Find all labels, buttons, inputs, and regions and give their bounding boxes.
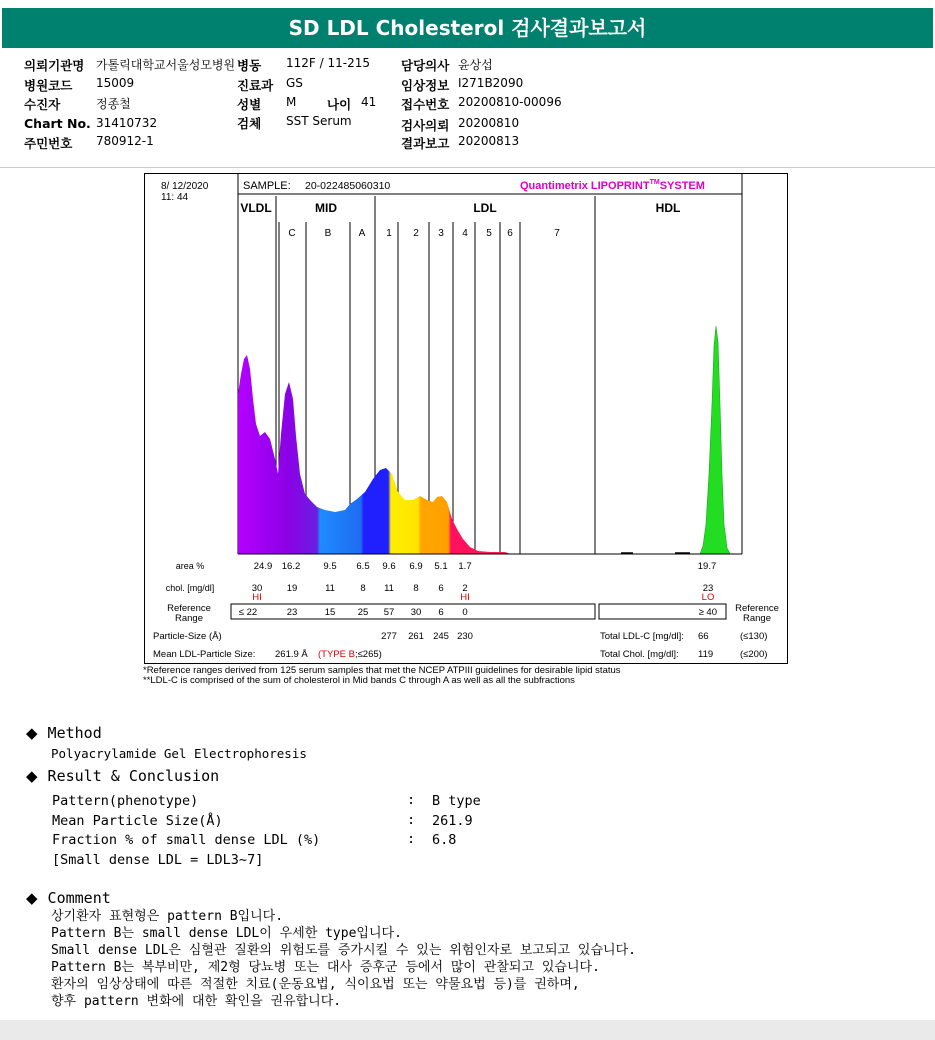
ref-hdl: ≥ 40	[698, 607, 717, 618]
receipt-label: 접수번호	[401, 97, 450, 112]
ref-label-1: Reference	[167, 603, 211, 614]
result-value-pattern: B type	[432, 793, 481, 809]
total-chol-label: Total Chol. [mg/dl]:	[600, 649, 679, 660]
ref-ldl4-7: 0	[462, 607, 468, 618]
report-time: 11: 44	[161, 192, 189, 203]
band-ldl2: 2	[413, 228, 419, 239]
method-heading: ◆ Method	[26, 724, 102, 742]
flag-ldl-hi: HI	[460, 592, 470, 603]
id-label: 주민번호	[24, 136, 73, 151]
diamond-bullet-icon: ◆	[26, 889, 38, 907]
diamond-bullet-icon: ◆	[26, 724, 38, 742]
area-ldl1: 9.6	[382, 561, 396, 572]
flag-vldl-hi: HI	[252, 592, 262, 603]
band-ldl1: 1	[386, 228, 392, 239]
chart-value: 31410732	[96, 116, 158, 130]
ref-ldl1: 57	[383, 607, 395, 618]
note-line-1: *Reference ranges derived from 125 serum samples that met the NCEP ATPIII guidelines for desirable lipid status	[143, 665, 621, 676]
particle-label: Particle-Size (Å)	[153, 631, 222, 642]
band-ldl6: 6	[507, 228, 513, 239]
comment-line-5: 환자의 임상상태에 따른 적절한 치료(운동요법, 식이요법 또는 약물요법 등)를 권하며,	[51, 977, 580, 992]
dept-value: GS	[286, 76, 303, 90]
note-line-2: **LDL-C is comprised of the sum of cholesterol in Mid bands C through A as well as all the subfractions	[143, 675, 575, 686]
total-chol-ref: (≤200)	[740, 649, 768, 660]
dept-label: 진료과	[237, 78, 274, 93]
total-ldlc-label: Total LDL-C [mg/dl]:	[600, 631, 684, 642]
ref-ldl3: 6	[438, 607, 444, 618]
result-heading: ◆ Result & Conclusion	[26, 767, 220, 785]
area-ldl2: 6.9	[409, 561, 423, 572]
area-a: 6.5	[356, 561, 370, 572]
sex-value: M	[286, 95, 297, 109]
result-sep-fraction: :	[407, 831, 416, 847]
total-ldlc-value: 66	[698, 631, 709, 642]
area-b: 9.5	[323, 561, 337, 572]
band-b: B	[324, 228, 332, 239]
page-footer-bar	[0, 1020, 935, 1040]
band-a: A	[358, 228, 366, 239]
ref-label-right-2: Range	[743, 613, 771, 624]
method-text: Polyacrylamide Gel Electrophoresis	[51, 746, 307, 761]
sample-id: 20-022485060310	[305, 180, 391, 192]
lipoprint-graphic	[145, 174, 789, 665]
mean-size-value: 261.9 Å	[275, 649, 308, 660]
ward-value: 112F / 11-215	[286, 56, 370, 70]
patient-value: 정종철	[96, 97, 131, 111]
area-hdl: 19.7	[697, 561, 717, 572]
result-label-pattern: Pattern(phenotype)	[52, 793, 199, 809]
particle-ldl4: 230	[457, 631, 473, 642]
age-label: 나이	[327, 97, 352, 112]
result-label-size: Mean Particle Size(Å)	[52, 813, 223, 829]
patient-label: 수진자	[24, 97, 61, 112]
chol-hdl: 23	[702, 583, 714, 594]
particle-ldl1: 277	[381, 631, 397, 642]
chol-ldl3: 6	[438, 583, 444, 594]
ref-label-2: Range	[175, 613, 203, 624]
specimen-value: SST Serum	[286, 114, 352, 128]
hdl-peak	[700, 326, 730, 554]
ref-c: 23	[286, 607, 298, 618]
area-c: 16.2	[281, 561, 301, 572]
doctor-label: 담당의사	[401, 58, 450, 73]
lipoprint-report	[144, 173, 788, 664]
sex-label: 성별	[237, 97, 262, 112]
chart-label: Chart No.	[24, 116, 91, 131]
request-label: 검사의뢰	[401, 118, 450, 133]
reference-notes	[143, 666, 621, 686]
ward-label: 병동	[237, 58, 262, 73]
result-sep-size: :	[407, 812, 416, 828]
comment-heading: ◆ Comment	[26, 889, 111, 907]
brand-name: Quantimetrix LIPOPRINT™SYSTEM	[520, 179, 705, 192]
report-title: SD LDL Cholesterol 검사결과보고서	[2, 8, 933, 48]
ref-vldl: ≤ 22	[238, 607, 258, 618]
group-hdl: HDL	[655, 201, 681, 215]
ref-label-right-1: Reference	[735, 603, 779, 614]
particle-ldl2: 261	[408, 631, 424, 642]
comment-line-3: Small dense LDL은 심혈관 질환의 위험도를 증가시킬 수 있는 위험인자로 보고되고 있습니다.	[51, 943, 636, 958]
comment-line-6: 향후 pattern 변화에 대한 확인을 권유합니다.	[51, 994, 342, 1009]
mean-size-label: Mean LDL-Particle Size:	[153, 649, 256, 660]
band-c: C	[288, 228, 296, 239]
area-vldl: 24.9	[253, 561, 273, 572]
doctor-value: 윤상섭	[458, 58, 493, 72]
report-date-label: 결과보고	[401, 136, 450, 151]
receipt-value: 20200810-00096	[458, 95, 562, 109]
chol-b: 11	[325, 583, 335, 594]
chol-ldl2: 8	[413, 583, 419, 594]
ref-b: 15	[324, 607, 336, 618]
id-value: 780912-1	[96, 134, 154, 148]
comment-line-2: Pattern B는 small dense LDL이 우세한 type입니다.	[51, 926, 402, 941]
group-mid: MID	[315, 201, 337, 215]
report-date-value: 20200813	[458, 134, 520, 148]
diamond-bullet-icon: ◆	[26, 767, 38, 785]
comment-line-4: Pattern B는 복부비만, 제2형 당뇨병 또는 대사 증후군 등에서 많이 관찰되고 있습니다.	[51, 960, 600, 975]
hospital-label: 의뢰기관명	[24, 58, 85, 73]
age-value: 41	[361, 95, 377, 109]
group-vldl: VLDL	[240, 201, 272, 215]
result-sep-pattern: :	[407, 792, 416, 808]
report-date: 8/ 12/2020	[161, 181, 209, 192]
group-ldl: LDL	[473, 201, 497, 215]
request-value: 20200810	[458, 116, 520, 130]
band-ldl7: 7	[554, 228, 560, 239]
result-note: [Small dense LDL = LDL3~7]	[52, 852, 264, 868]
mean-size-type: (TYPE B;≤265)	[318, 649, 382, 660]
area-label: area %	[175, 561, 205, 571]
flag-hdl-lo: LO	[701, 592, 715, 603]
chol-ldl4-7: 2	[462, 583, 468, 594]
chol-vldl: 30	[251, 583, 263, 594]
total-ldlc-ref: (≤130)	[740, 631, 768, 642]
chol-c: 19	[286, 583, 298, 594]
particle-ldl3: 245	[433, 631, 449, 642]
clinical-label: 임상정보	[401, 78, 450, 93]
clinical-value: I271B2090	[458, 76, 524, 90]
code-value: 15009	[96, 76, 135, 90]
ref-a: 25	[357, 607, 369, 618]
area-ldl3: 5.1	[434, 561, 448, 572]
chol-a: 8	[360, 583, 366, 594]
chol-ldl1: 11	[384, 583, 394, 594]
chol-label: chol. [mg/dl]	[165, 583, 215, 593]
band-ldl5: 5	[486, 228, 492, 239]
band-ldl4: 4	[462, 228, 468, 239]
ref-ldl2: 30	[410, 607, 422, 618]
result-value-size: 261.9	[432, 813, 473, 829]
result-value-fraction: 6.8	[432, 832, 457, 848]
band-ldl3: 3	[438, 228, 444, 239]
hospital-value: 가톨릭대학교서울성모병원	[96, 58, 236, 72]
sample-label: SAMPLE:	[243, 180, 291, 192]
code-label: 병원코드	[24, 78, 73, 93]
area-ldl4-7: 1.7	[458, 561, 472, 572]
total-chol-value: 119	[698, 649, 714, 660]
comment-line-1: 상기환자 표현형은 pattern B입니다.	[51, 909, 284, 924]
patient-info-panel	[0, 50, 935, 168]
specimen-label: 검체	[237, 116, 262, 131]
result-label-fraction: Fraction % of small dense LDL (%)	[52, 832, 321, 848]
